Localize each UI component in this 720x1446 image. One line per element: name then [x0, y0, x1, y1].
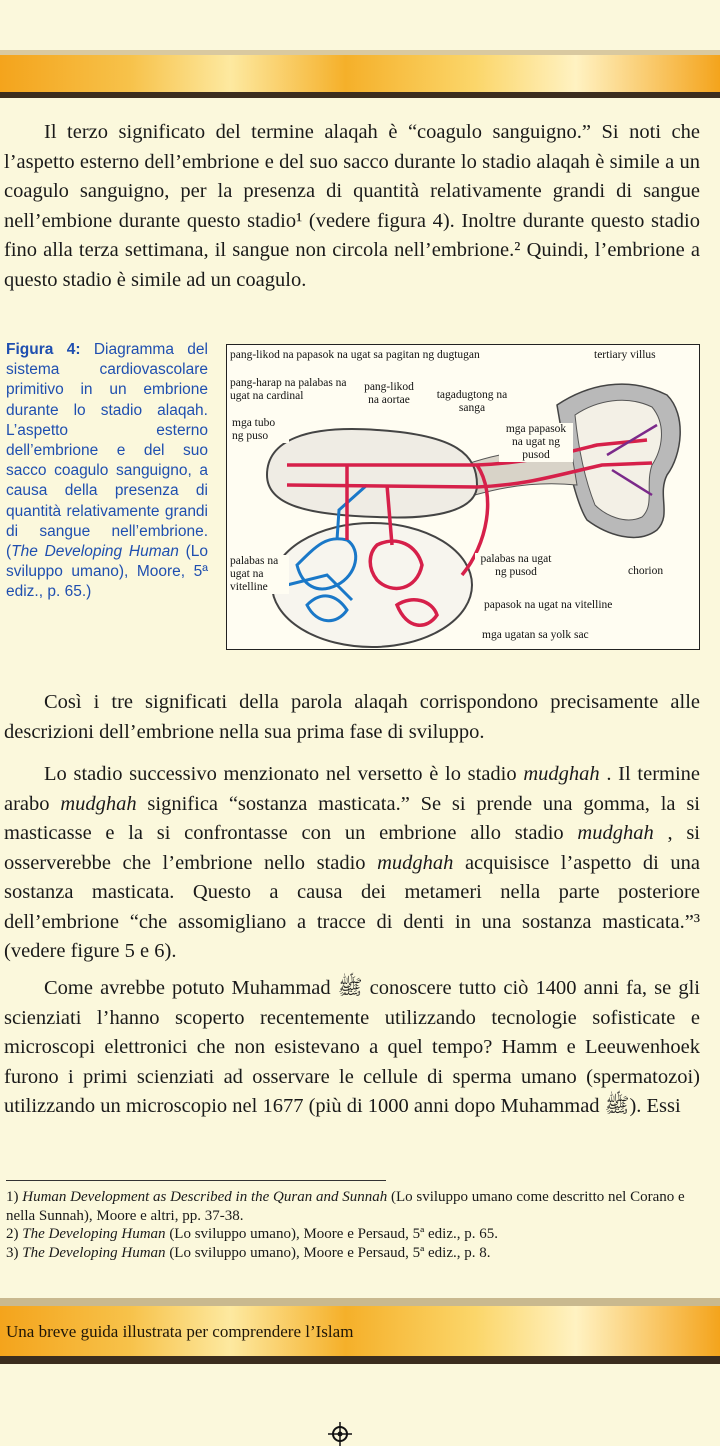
footer-band-edge	[0, 1298, 720, 1306]
label-top-left: pang-likod na papasok na ugat sa pagitan ng dugtugan	[230, 349, 480, 361]
header-band-shadow	[0, 92, 720, 98]
header-band	[0, 55, 720, 93]
label-vitelline-out: palabas na ugat na vitelline	[229, 555, 289, 594]
label-yolk-sac: mga ugatan sa yolk sac	[482, 629, 589, 641]
label-heart-branch: tagadugtong na sanga	[432, 389, 512, 415]
footer-title: Una breve guida illustrata per comprendere l’Islam	[6, 1322, 354, 1341]
label-heart-tubes: mga tubo ng puso	[231, 417, 289, 443]
footnote-2: 2) The Developing Human (Lo sviluppo umano), Moore e Persaud, 5ª ediz., p. 65.	[6, 1226, 498, 1242]
paragraph-three-meanings: Così i tre significati della parola alaqah corrispondono precisamente alle descrizioni dell’embrione nella sua prima fase di sviluppo.	[4, 691, 700, 743]
label-tertiary-villus: tertiary villus	[594, 349, 656, 361]
label-vitelline-in: papasok na ugat na vitelline	[484, 599, 613, 611]
footnotes	[6, 1188, 706, 1262]
footer-band-shadow	[0, 1356, 720, 1364]
label-chorion: chorion	[628, 565, 664, 577]
label-umbilical-in: mga papasok na ugat ng pusod	[499, 423, 573, 462]
figure-caption: Figura 4: Diagramma del sistema cardiovascolare primitivo in un embrione durante lo stadio alaqah. L’aspetto esterno dell’embrione e del suo sacco coagulo sanguigno, a causa della presenza di quantità relativamente grandi di sangue nell’embrione. (The Developing Human (Lo sviluppo umano), Moore, 5ª ediz., p. 65.)	[6, 341, 208, 601]
paragraph-alaqah-coagulo: Il terzo significato del termine alaqah è “coagulo sanguigno.” Si noti che l’aspetto esterno dell’embrione e del suo sacco durante lo stadio alaqah è simile a un coagulo sanguigno, per la presenza di quantità relativamente grandi di sangue nell’embione durante questo stadio¹ (vedere figura 4). Inoltre durante questo stadio fino alla terza settimana, il sangue non circola nell’embrione.² Quindi, l’embrione a questo stadio è simile ad un coagulo.	[4, 121, 700, 291]
label-aortae: pang-likod na aortae	[357, 381, 421, 407]
footnote-divider	[6, 1180, 386, 1181]
paragraph-muhammad-1400: Come avrebbe potuto Muhammad ﷺ conoscere tutto ciò 1400 anni fa, se gli scienziati l’hanno scoperto recentemente utilizzando tecnologie sofisticate e microscopi elettronici che non esistevano a quel tempo? Hamm e Leeuwenhoek furono i primi scienziati ad osservare le cellule di sperma umano (spermatozoi) utilizzando un microscopio nel 1677 (più di 1000 anni dopo Muhammad ﷺ). Essi	[4, 977, 700, 1117]
caption-label: Figura 4:	[6, 341, 81, 358]
cardiovascular-diagram	[226, 344, 700, 650]
footnote-3: 3) The Developing Human (Lo sviluppo umano), Moore e Persaud, 5ª ediz., p. 8.	[6, 1244, 491, 1261]
footnote-1: 1) Human Development as Described in the Quran and Sunnah (Lo sviluppo umano come descritto nel Corano e nella Sunnah), Moore e altri, pp. 37-38.	[6, 1189, 685, 1224]
label-umbilical-out: palabas na ugat ng pusod	[475, 553, 557, 579]
paragraph-mudghah: Lo stadio successivo menzionato nel versetto è lo stadio mudghah . Il termine arabo mudghah significa “sostanza masticata.” Se si prende una gomma, la si masticasse e la si confrontasse con un embrione allo stadio mudghah , si osserverebbe che l’embrione nello stadio mudghah acquisisce l’aspetto di una sostanza masticata. Questo a causa dei metameri nella parte posteriore dell’embrione “che assomigliano a tracce di denti in una sostanza masticata.”³ (vedere figure 5 e 6).	[4, 763, 701, 962]
label-cardinal: pang-harap na palabas na ugat na cardinal	[229, 377, 353, 403]
registration-mark-icon	[328, 1422, 352, 1446]
